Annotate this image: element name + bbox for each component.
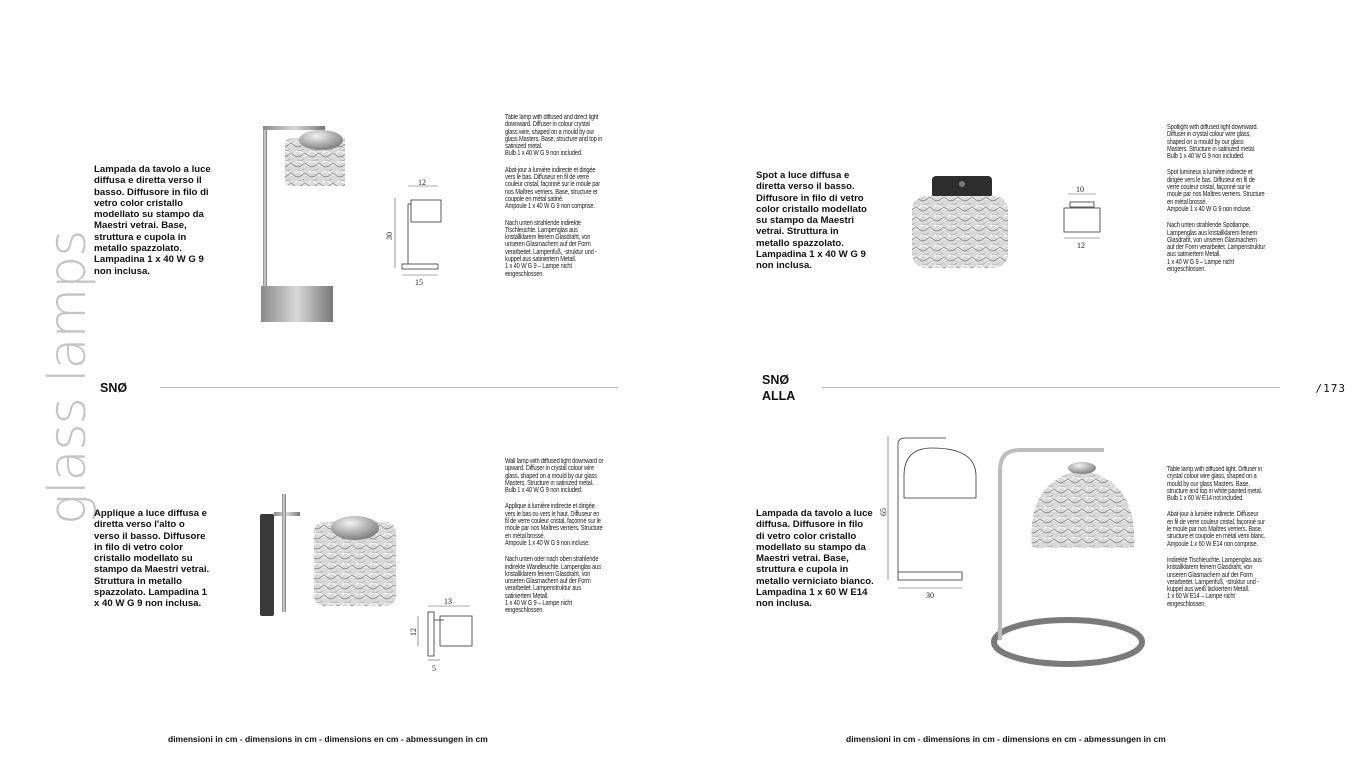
alla-lamp-german: Indirekte Tischleuchte. Lampenglas aus kristallklarem feinem Glasdraht, von unseren Glasmachern auf der Form verarbeitet. Lampenfuß, -struktur und -kuppel aus weiß lackiertem Metall. 1 x 60 W E14 – Lampe nicht eingeschlossen. bbox=[1167, 556, 1262, 608]
wall-lamp-german: Nach unten oder nach oben strahlende indirekte Wandleuchte. Lampenglas aus kristallklarem feinem Glasdraht, von unseren Glasmachern auf der Form verarbeitet. Lampenstruktur aus satiniertem Metall. 1 x 40 W G 9 – Lampe nicht eingeschlossen. bbox=[505, 556, 601, 615]
alla-lamp-dim-height: 65 bbox=[879, 508, 888, 516]
table-lamp-dim-base: 15 bbox=[415, 278, 423, 287]
spot-german: Nach unten strahlende Spotlampe. Lampenglas aus kristallklarem feinem Glasdraht, von unseren Glasmachern auf der Form verarbeitet. Lampenstruktur aus satiniertem Metall. 1 x 40 W G 9 – Lampe nicht eingeschlossen. bbox=[1167, 222, 1266, 274]
wall-lamp-english: Wall lamp with diffused light downward or upward. Diffuser in crystal colour wire glass, shaped on a mould by our glass Masters. Structure in satinized metal. Bulb 1 x 40 W G 9 non included. bbox=[505, 458, 604, 495]
spot-dim-top: 10 bbox=[1076, 185, 1084, 194]
vertical-title: glass lamps bbox=[38, 230, 98, 525]
spot-dim-bottom: 12 bbox=[1077, 241, 1085, 250]
alla-lamp-photo bbox=[988, 444, 1148, 670]
spot-translations bbox=[1167, 124, 1265, 282]
footer-dimensions-right: dimensioni in cm - dimensions in cm - dimensions en cm - abmessungen in cm bbox=[846, 734, 1166, 744]
section-divider-right bbox=[822, 387, 1280, 388]
spot-diagram bbox=[1056, 182, 1106, 252]
section-title-line2: ALLA bbox=[762, 389, 796, 403]
alla-lamp-dim-width: 30 bbox=[926, 591, 934, 600]
wall-lamp-dim-height: 12 bbox=[409, 628, 418, 636]
alla-lamp-translations bbox=[1167, 466, 1265, 617]
spot-french: Spot lumineux à lumière indirecte et dirigée vers le bas. Diffuseur en fil de verre couleur cristal, façonné sur le moule par nos Maîtres verriers. Structure en métal brossé. Ampoule 1 x 40 W G 9 non incluse. bbox=[1167, 169, 1265, 213]
wall-lamp-translations bbox=[505, 458, 603, 624]
table-lamp-dim-width: 12 bbox=[418, 178, 426, 187]
table-lamp-german: Nach unten strahlende indirekte Tischleuchte. Lampenglas aus kristallklarem feinem Glasdraht, von unseren Glasmachern auf der Form verarbeitet. Lampenfuß, -struktur und -kuppel aus satiniertem Metall. 1 x 40 W G 9 – Lampe nicht eingeschlossen. bbox=[505, 219, 597, 278]
alla-lamp-french: Abat-jour à lumière indirecte. Diffuseur en fil de verre couleur cristal, façonné sur le moule par nos Maîtres verriers. Base, structure et coupole en métal verni blanc. Ampoule 1 x 60 W E14 non comprise. bbox=[1167, 511, 1266, 548]
wall-lamp-diagram bbox=[404, 592, 484, 676]
section-divider-left bbox=[160, 387, 618, 388]
table-lamp-english: Table lamp with diffused and direct light downward. Diffuser in colour crystal glass wire, shaped on a mould by our glass Masters. Base, structure and top in satinized metal. Bulb 1 x 40 W G 9 non included. bbox=[505, 114, 603, 158]
wall-lamp-french: Applique à lumière indirecte et dirigée vers le bas ou vers le haut. Diffuseur en fil de verre couleur cristal, façonné sur le moule par nos Maîtres verriers. Structure en métal brossé. Ampoule 1 x 40 W G 9 non incluse. bbox=[505, 503, 603, 547]
wall-lamp-dim-depth: 5 bbox=[432, 664, 436, 673]
table-lamp-italian: Lampada da tavolo a luce diffusa e diretta verso il basso. Diffusore in filo di vetro color cristallo modellato su stampo da Maestri vetrai. Base, struttura e cupola in metallo spazzolato. Lampadina 1 x 40 W G 9 non inclusa. bbox=[94, 164, 211, 277]
footer-dimensions-left: dimensioni in cm - dimensions in cm - dimensions en cm - abmessungen in cm bbox=[168, 734, 488, 744]
spot-english: Spotlight with diffused light downward. Diffuser in crystal colour wire glass, shaped on a mould by our glass Masters. Structure in satinized metal. Bulb 1 x 40 W G 9 non included. bbox=[1167, 124, 1258, 161]
alla-lamp-diagram bbox=[876, 432, 988, 604]
spot-photo bbox=[906, 172, 1016, 272]
table-lamp-translations bbox=[505, 114, 603, 287]
table-lamp-diagram bbox=[380, 176, 450, 288]
wall-lamp-dim-width: 13 bbox=[444, 597, 452, 606]
table-lamp-french: Abat-jour à lumière indirecte et dirigée vers le bas. Diffuseur en fil de verre couleur cristal, façonné sur le moule par nos Maîtres verriers. Base, structure et coupole en métal satiné. Ampoule 1 x 40 W G 9 non comprise. bbox=[505, 166, 601, 211]
alla-lamp-english: Table lamp with diffused light. Diffuser in crystal colour wire glass, shaped on a mould by our glass Masters. Base, structure and top in white painted metal. Bulb 1 x 60 W E14 not included. bbox=[1167, 466, 1263, 503]
alla-lamp-italian: Lampada da tavolo a luce diffusa. Diffusore in filo di vetro color cristallo modellato su stampo da Maestri vetrai. Base, struttura e cupola in metallo verniciato bianco. Lampadina 1 x 60 W E14 non inclusa. bbox=[756, 508, 874, 610]
section-title-line1: SNØ bbox=[762, 373, 790, 387]
spot-italian: Spot a luce diffusa e diretta verso il basso. Diffusore in filo di vetro color cristallo modellato su stampo da Maestri vetrai. Struttura in metallo spazzolato. Lampadina 1 x 40 W G 9 non inclusa. bbox=[756, 170, 867, 272]
wall-lamp-italian: Applique a luce diffusa e diretta verso l'alto o verso il basso. Diffusore in filo di vetro color cristallo modellato su stampo da Maestri vetrai. Struttura in metallo spazzolato. Lampadina 1 x 40 W G 9 non inclusa. bbox=[94, 508, 210, 610]
section-title-sno-alla bbox=[762, 372, 795, 404]
wall-lamp-photo bbox=[258, 490, 400, 620]
table-lamp-dim-height: 30 bbox=[385, 232, 394, 240]
page-number: /173 bbox=[1315, 382, 1346, 395]
section-title-sno: SNØ bbox=[100, 381, 128, 395]
table-lamp-photo bbox=[255, 118, 345, 326]
